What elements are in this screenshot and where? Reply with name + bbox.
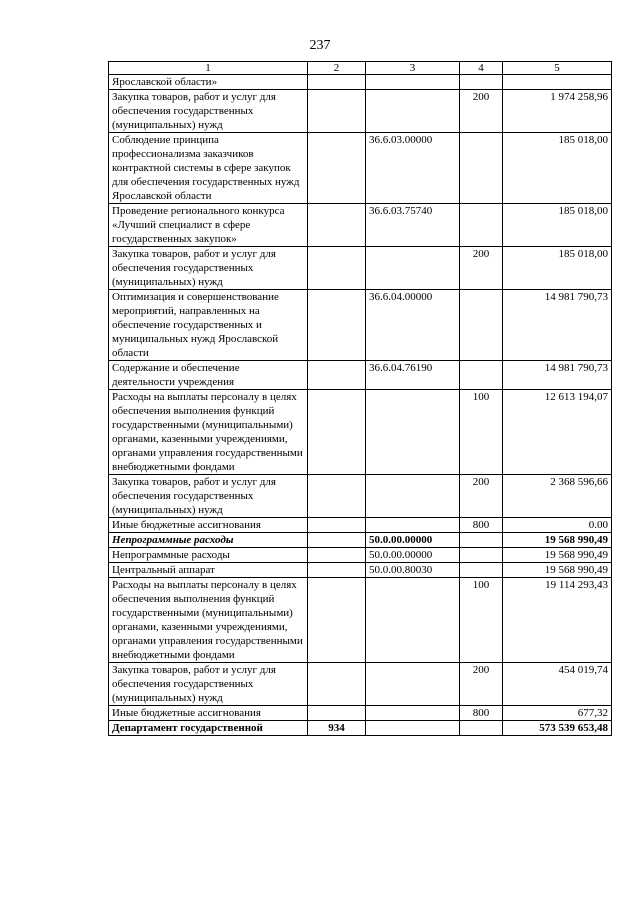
target-code-cell: 36.6.04.00000 — [366, 290, 460, 361]
amount-cell: 19 568 990,49 — [503, 563, 612, 578]
expense-type-cell — [460, 75, 503, 90]
target-code-cell — [366, 518, 460, 533]
table-row — [109, 721, 612, 736]
table-row — [109, 75, 612, 90]
item-name-cell: Соблюдение принципа профессионализма заказчиков контрактной системы в сфере закупок для обеспечения государственных нужд Ярославской области — [109, 133, 308, 204]
admin-code-cell — [308, 75, 366, 90]
table-row — [109, 533, 612, 548]
target-code-cell — [366, 390, 460, 475]
target-code-cell: 50.0.00.00000 — [366, 533, 460, 548]
amount-cell: 19 568 990,49 — [503, 548, 612, 563]
item-name-cell: Иные бюджетные ассигнования — [109, 518, 308, 533]
target-code-cell: 36.6.03.75740 — [366, 204, 460, 247]
item-name-cell: Проведение регионального конкурса «Лучший специалист в сфере государственных закупок» — [109, 204, 308, 247]
item-name-cell: Закупка товаров, работ и услуг для обеспечения государственных (муниципальных) нужд — [109, 475, 308, 518]
expense-type-cell — [460, 361, 503, 390]
item-name-cell: Расходы на выплаты персоналу в целях обеспечения выполнения функций государственными (муниципальными) органами, казенными учреждениями, органами управления государственными внебюджетными фондами — [109, 578, 308, 663]
page-number: 237 — [309, 38, 331, 53]
table-row — [109, 563, 612, 578]
amount-cell: 14 981 790,73 — [503, 290, 612, 361]
admin-code-cell — [308, 204, 366, 247]
target-code-cell — [366, 721, 460, 736]
admin-code-cell — [308, 533, 366, 548]
admin-code-cell — [308, 518, 366, 533]
target-code-cell: 50.0.00.00000 — [366, 548, 460, 563]
admin-code-cell — [308, 361, 366, 390]
admin-code-cell — [308, 247, 366, 290]
item-name-cell: Содержание и обеспечение деятельности учреждения — [109, 361, 308, 390]
amount-cell: 2 368 596,66 — [503, 475, 612, 518]
admin-code-cell — [308, 133, 366, 204]
table-row — [109, 247, 612, 290]
item-name-cell: Центральный аппарат — [109, 563, 308, 578]
table-row — [109, 290, 612, 361]
expense-type-cell: 800 — [460, 518, 503, 533]
column-header: 5 — [503, 62, 612, 75]
amount-cell — [503, 75, 612, 90]
expense-type-cell — [460, 533, 503, 548]
item-name-cell: Закупка товаров, работ и услуг для обеспечения государственных (муниципальных) нужд — [109, 247, 308, 290]
target-code-cell: 50.0.00.80030 — [366, 563, 460, 578]
column-header: 4 — [460, 62, 503, 75]
target-code-cell — [366, 663, 460, 706]
table-row — [109, 133, 612, 204]
table-row — [109, 706, 612, 721]
amount-cell: 185 018,00 — [503, 204, 612, 247]
amount-cell: 1 974 258,96 — [503, 90, 612, 133]
table-row — [109, 578, 612, 663]
amount-cell: 454 019,74 — [503, 663, 612, 706]
admin-code-cell — [308, 90, 366, 133]
column-header: 1 — [109, 62, 308, 75]
amount-cell: 12 613 194,07 — [503, 390, 612, 475]
expense-type-cell — [460, 204, 503, 247]
item-name-cell: Иные бюджетные ассигнования — [109, 706, 308, 721]
admin-code-cell: 934 — [308, 721, 366, 736]
expense-type-cell — [460, 563, 503, 578]
table-row — [109, 361, 612, 390]
table-row — [109, 475, 612, 518]
expense-type-cell — [460, 133, 503, 204]
table-row — [109, 548, 612, 563]
amount-cell: 185 018,00 — [503, 247, 612, 290]
expense-type-cell: 800 — [460, 706, 503, 721]
admin-code-cell — [308, 475, 366, 518]
table-row — [109, 663, 612, 706]
budget-table — [108, 61, 612, 736]
target-code-cell — [366, 75, 460, 90]
item-name-cell: Непрограммные расходы — [109, 533, 308, 548]
amount-cell: 185 018,00 — [503, 133, 612, 204]
expense-type-cell: 100 — [460, 390, 503, 475]
table-row — [109, 390, 612, 475]
target-code-cell — [366, 578, 460, 663]
amount-cell: 19 114 293,43 — [503, 578, 612, 663]
target-code-cell — [366, 475, 460, 518]
admin-code-cell — [308, 706, 366, 721]
expense-type-cell — [460, 548, 503, 563]
admin-code-cell — [308, 563, 366, 578]
table-row — [109, 204, 612, 247]
column-header: 2 — [308, 62, 366, 75]
expense-type-cell: 200 — [460, 663, 503, 706]
target-code-cell — [366, 706, 460, 721]
expense-type-cell: 200 — [460, 247, 503, 290]
item-name-cell: Ярославской области» — [109, 75, 308, 90]
table-row — [109, 518, 612, 533]
item-name-cell: Закупка товаров, работ и услуг для обеспечения государственных (муниципальных) нужд — [109, 90, 308, 133]
admin-code-cell — [308, 548, 366, 563]
item-name-cell: Расходы на выплаты персоналу в целях обеспечения выполнения функций государственными (муниципальными) органами, казенными учреждениями, органами управления государственными внебюджетными фондами — [109, 390, 308, 475]
admin-code-cell — [308, 290, 366, 361]
column-header: 3 — [366, 62, 460, 75]
expense-type-cell — [460, 290, 503, 361]
target-code-cell: 36.6.03.00000 — [366, 133, 460, 204]
expense-type-cell: 200 — [460, 475, 503, 518]
amount-cell: 573 539 653,48 — [503, 721, 612, 736]
table-row — [109, 90, 612, 133]
item-name-cell: Департамент государственной — [109, 721, 308, 736]
target-code-cell — [366, 247, 460, 290]
admin-code-cell — [308, 390, 366, 475]
amount-cell: 0.00 — [503, 518, 612, 533]
amount-cell: 19 568 990,49 — [503, 533, 612, 548]
expense-type-cell: 100 — [460, 578, 503, 663]
target-code-cell — [366, 90, 460, 133]
item-name-cell: Оптимизация и совершенствование мероприятий, направленных на обеспечение государственных и муниципальных нужд Ярославской области — [109, 290, 308, 361]
table-header-row — [109, 62, 612, 75]
item-name-cell: Закупка товаров, работ и услуг для обеспечения государственных (муниципальных) нужд — [109, 663, 308, 706]
admin-code-cell — [308, 663, 366, 706]
target-code-cell: 36.6.04.76190 — [366, 361, 460, 390]
amount-cell: 677,32 — [503, 706, 612, 721]
item-name-cell: Непрограммные расходы — [109, 548, 308, 563]
admin-code-cell — [308, 578, 366, 663]
expense-type-cell: 200 — [460, 90, 503, 133]
expense-type-cell — [460, 721, 503, 736]
amount-cell: 14 981 790,73 — [503, 361, 612, 390]
